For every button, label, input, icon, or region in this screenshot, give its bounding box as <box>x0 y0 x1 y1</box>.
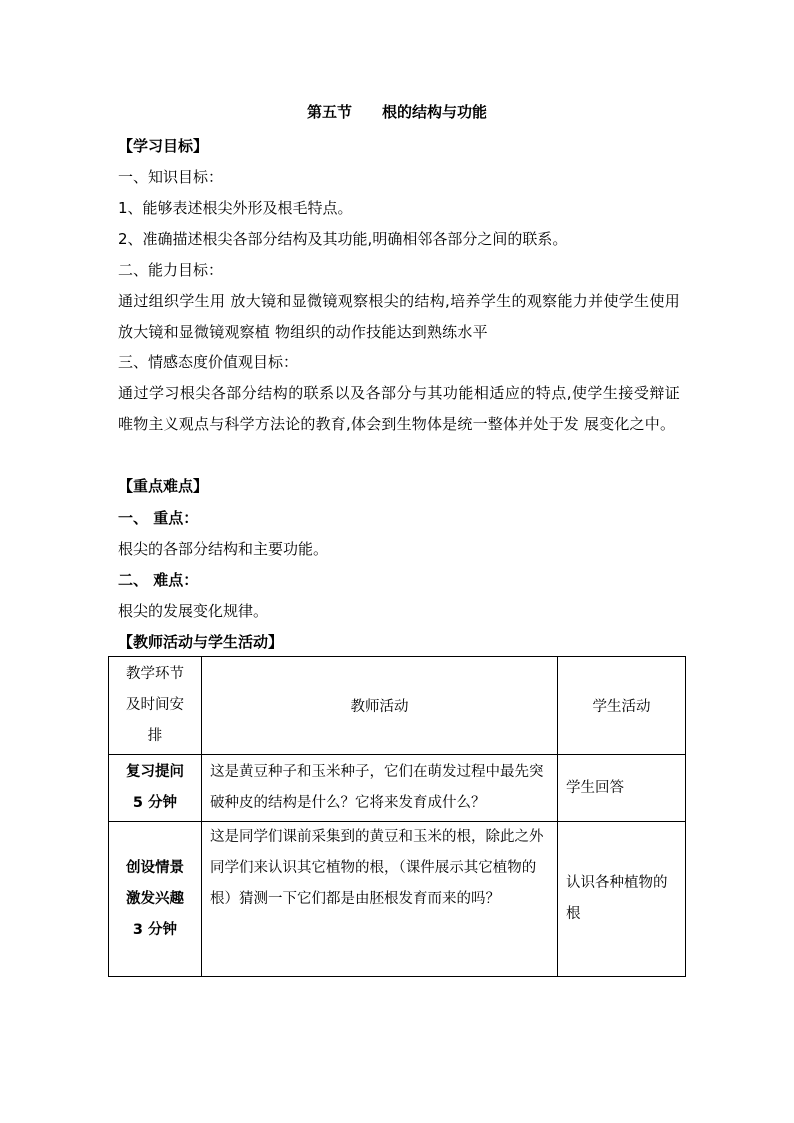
header-stage-line: 教学环节 <box>126 666 184 682</box>
student-activity-cell <box>558 755 686 822</box>
key-point-heading: 一、 重点： <box>118 509 199 527</box>
table-row <box>109 822 686 977</box>
teacher-activity-text: 这是同学们课前采集到的黄豆和玉米的根，除此之外同学们来认识其它植物的根，（课件展示其它植物的根）猜测一下它们都是由胚根发育而来的吗？ <box>210 829 544 907</box>
knowledge-heading: 一、知识目标： <box>118 168 224 186</box>
activities-heading: 【教师活动与学生活动】 <box>118 633 284 651</box>
emotion-text: 通过学习根尖各部分结构的联系以及各部分与其功能相适应的特点,使学生接受辩证唯物主义观点与科学方法论的教育,体会到生物体是统一整体并处于发 展变化之中。 <box>118 384 680 433</box>
key-point-text: 根尖的各部分结构和主要功能。 <box>118 540 329 558</box>
stage-line: 激发兴趣 <box>126 890 184 907</box>
knowledge-item: 2、准确描述根尖各部分结构及其功能,明确相邻各部分之间的联系。 <box>118 230 568 248</box>
activities-table <box>108 656 686 977</box>
stage-cell <box>109 755 202 822</box>
page-title: 第五节 根的结构与功能 <box>306 103 487 121</box>
key-difficult-heading: 【重点难点】 <box>118 477 209 495</box>
ability-heading: 二、能力目标： <box>118 261 224 279</box>
stage-line: 创设情景 <box>126 859 184 876</box>
ability-text: 通过组织学生用 放大镜和显微镜观察根尖的结构,培养学生的观察能力并使学生使用放大镜和显微镜观察植 物组织的动作技能达到熟练水平 <box>118 292 680 341</box>
stage-cell <box>109 822 202 977</box>
table-row <box>109 755 686 822</box>
stage-line: 5 分钟 <box>132 795 178 811</box>
difficult-point-text: 根尖的发展变化规律。 <box>118 602 269 620</box>
header-stage-line: 及时间安 <box>126 697 184 713</box>
header-student-cell: 学生活动 <box>558 657 686 755</box>
goals-heading: 【学习目标】 <box>118 137 209 155</box>
header-stage-cell <box>109 657 202 755</box>
table-header-row <box>109 657 686 755</box>
teacher-activity-text: 这是黄豆种子和玉米种子，它们在萌发过程中最先突破种皮的结构是什么？它将来发育成什么？ <box>210 764 544 811</box>
header-stage-line: 排 <box>147 728 163 744</box>
teacher-activity-cell <box>202 755 558 822</box>
student-activity-cell <box>558 822 686 977</box>
knowledge-item: 1、能够表述根尖外形及根毛特点。 <box>118 199 353 217</box>
student-activity-text: 认识各种植物的根 <box>566 875 668 922</box>
difficult-point-heading: 二、 难点： <box>118 571 199 589</box>
student-activity-text: 学生回答 <box>566 779 624 796</box>
header-teacher-cell: 教师活动 <box>202 657 558 755</box>
stage-line: 复习提问 <box>126 764 184 780</box>
stage-line: 3 分钟 <box>132 921 178 938</box>
emotion-heading: 三、情感态度价值观目标： <box>118 353 299 371</box>
teacher-activity-cell <box>202 822 558 977</box>
